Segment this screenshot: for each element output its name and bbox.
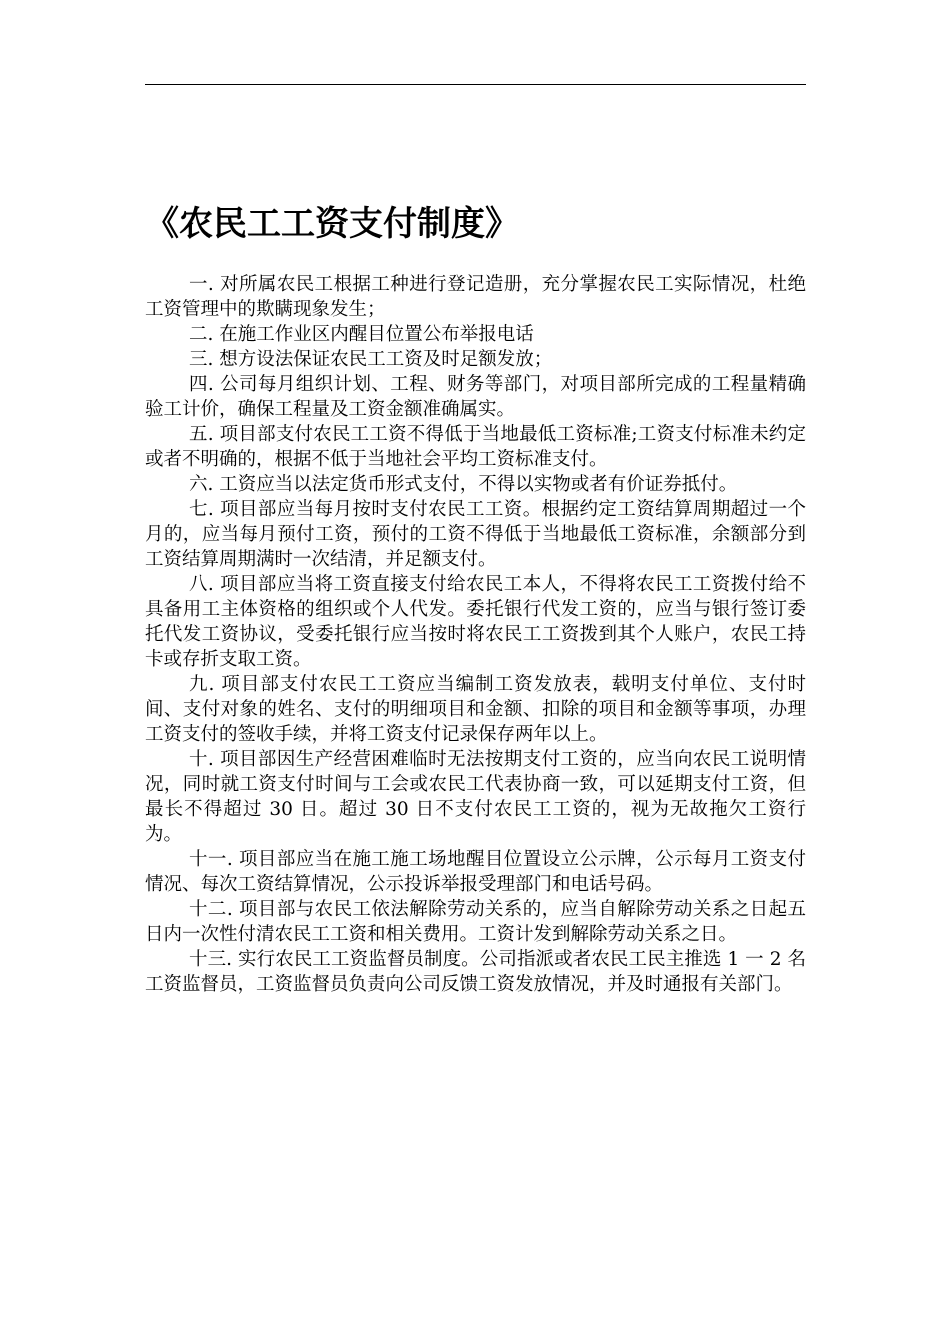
clause-10: 十. 项目部因生产经营困难临时无法按期支付工资的，应当向农民工说明情况，同时就工资支付时间与工会或农民工代表协商一致，可以延期支付工资，但最长不得超过 30 日。超过 30 日不支付农民工工资的，视为无故拖欠工资行为。: [145, 749, 806, 845]
clause-8: 八. 项目部应当将工资直接支付给农民工本人，不得将农民工工资拨付给不具备用工主体资格的组织或个人代发。委托银行代发工资的，应当与银行签订委托代发工资协议，受委托银行应当按时将农民工工资拨到其个人账户，农民工持卡或存折支取工资。: [145, 574, 806, 670]
clause-11: 十一. 项目部应当在施工施工场地醒目位置设立公示牌，公示每月工资支付情况、每次工资结算情况，公示投诉举报受理部门和电话号码。: [145, 849, 806, 895]
clause-12: 十二. 项目部与农民工依法解除劳动关系的，应当自解除劳动关系之日起五日内一次性付清农民工工资和相关费用。工资计发到解除劳动关系之日。: [145, 899, 806, 945]
clause-9: 九. 项目部支付农民工工资应当编制工资发放表，载明支付单位、支付时间、支付对象的姓名、支付的明细项目和金额、扣除的项目和金额等事项，办理工资支付的签收手续，并将工资支付记录保存两年以上。: [145, 674, 806, 745]
clause-6: 六. 工资应当以法定货币形式支付，不得以实物或者有价证券抵付。: [189, 474, 738, 495]
document-title: 《农民工工资支付制度》: [145, 204, 519, 244]
header-rule: [145, 84, 806, 85]
clause-7: 七. 项目部应当每月按时支付农民工工资。根据约定工资结算周期超过一个月的，应当每月预付工资，预付的工资不得低于当地最低工资标准，余额部分到工资结算周期满时一次结清，并足额支付。: [145, 499, 806, 570]
clause-1: 一. 对所属农民工根据工种进行登记造册，充分掌握农民工实际情况，杜绝工资管理中的欺瞒现象发生；: [145, 274, 806, 320]
clause-13: 十三. 实行农民工工资监督员制度。公司指派或者农民工民主推选 1 一 2 名工资监督员，工资监督员负责向公司反馈工资发放情况，并及时通报有关部门。: [145, 949, 806, 995]
clause-4: 四. 公司每月组织计划、工程、财务等部门，对项目部所完成的工程量精确验工计价，确保工程量及工资金额准确属实。: [145, 374, 806, 420]
clause-2: 二. 在施工作业区内醒目位置公布举报电话: [189, 324, 534, 345]
clause-3: 三. 想方设法保证农民工工资及时足额发放；: [189, 349, 553, 370]
document-body: [145, 272, 806, 997]
clause-5: 五. 项目部支付农民工工资不得低于当地最低工资标准;工资支付标准未约定或者不明确的，根据不低于当地社会平均工资标准支付。: [145, 424, 806, 470]
